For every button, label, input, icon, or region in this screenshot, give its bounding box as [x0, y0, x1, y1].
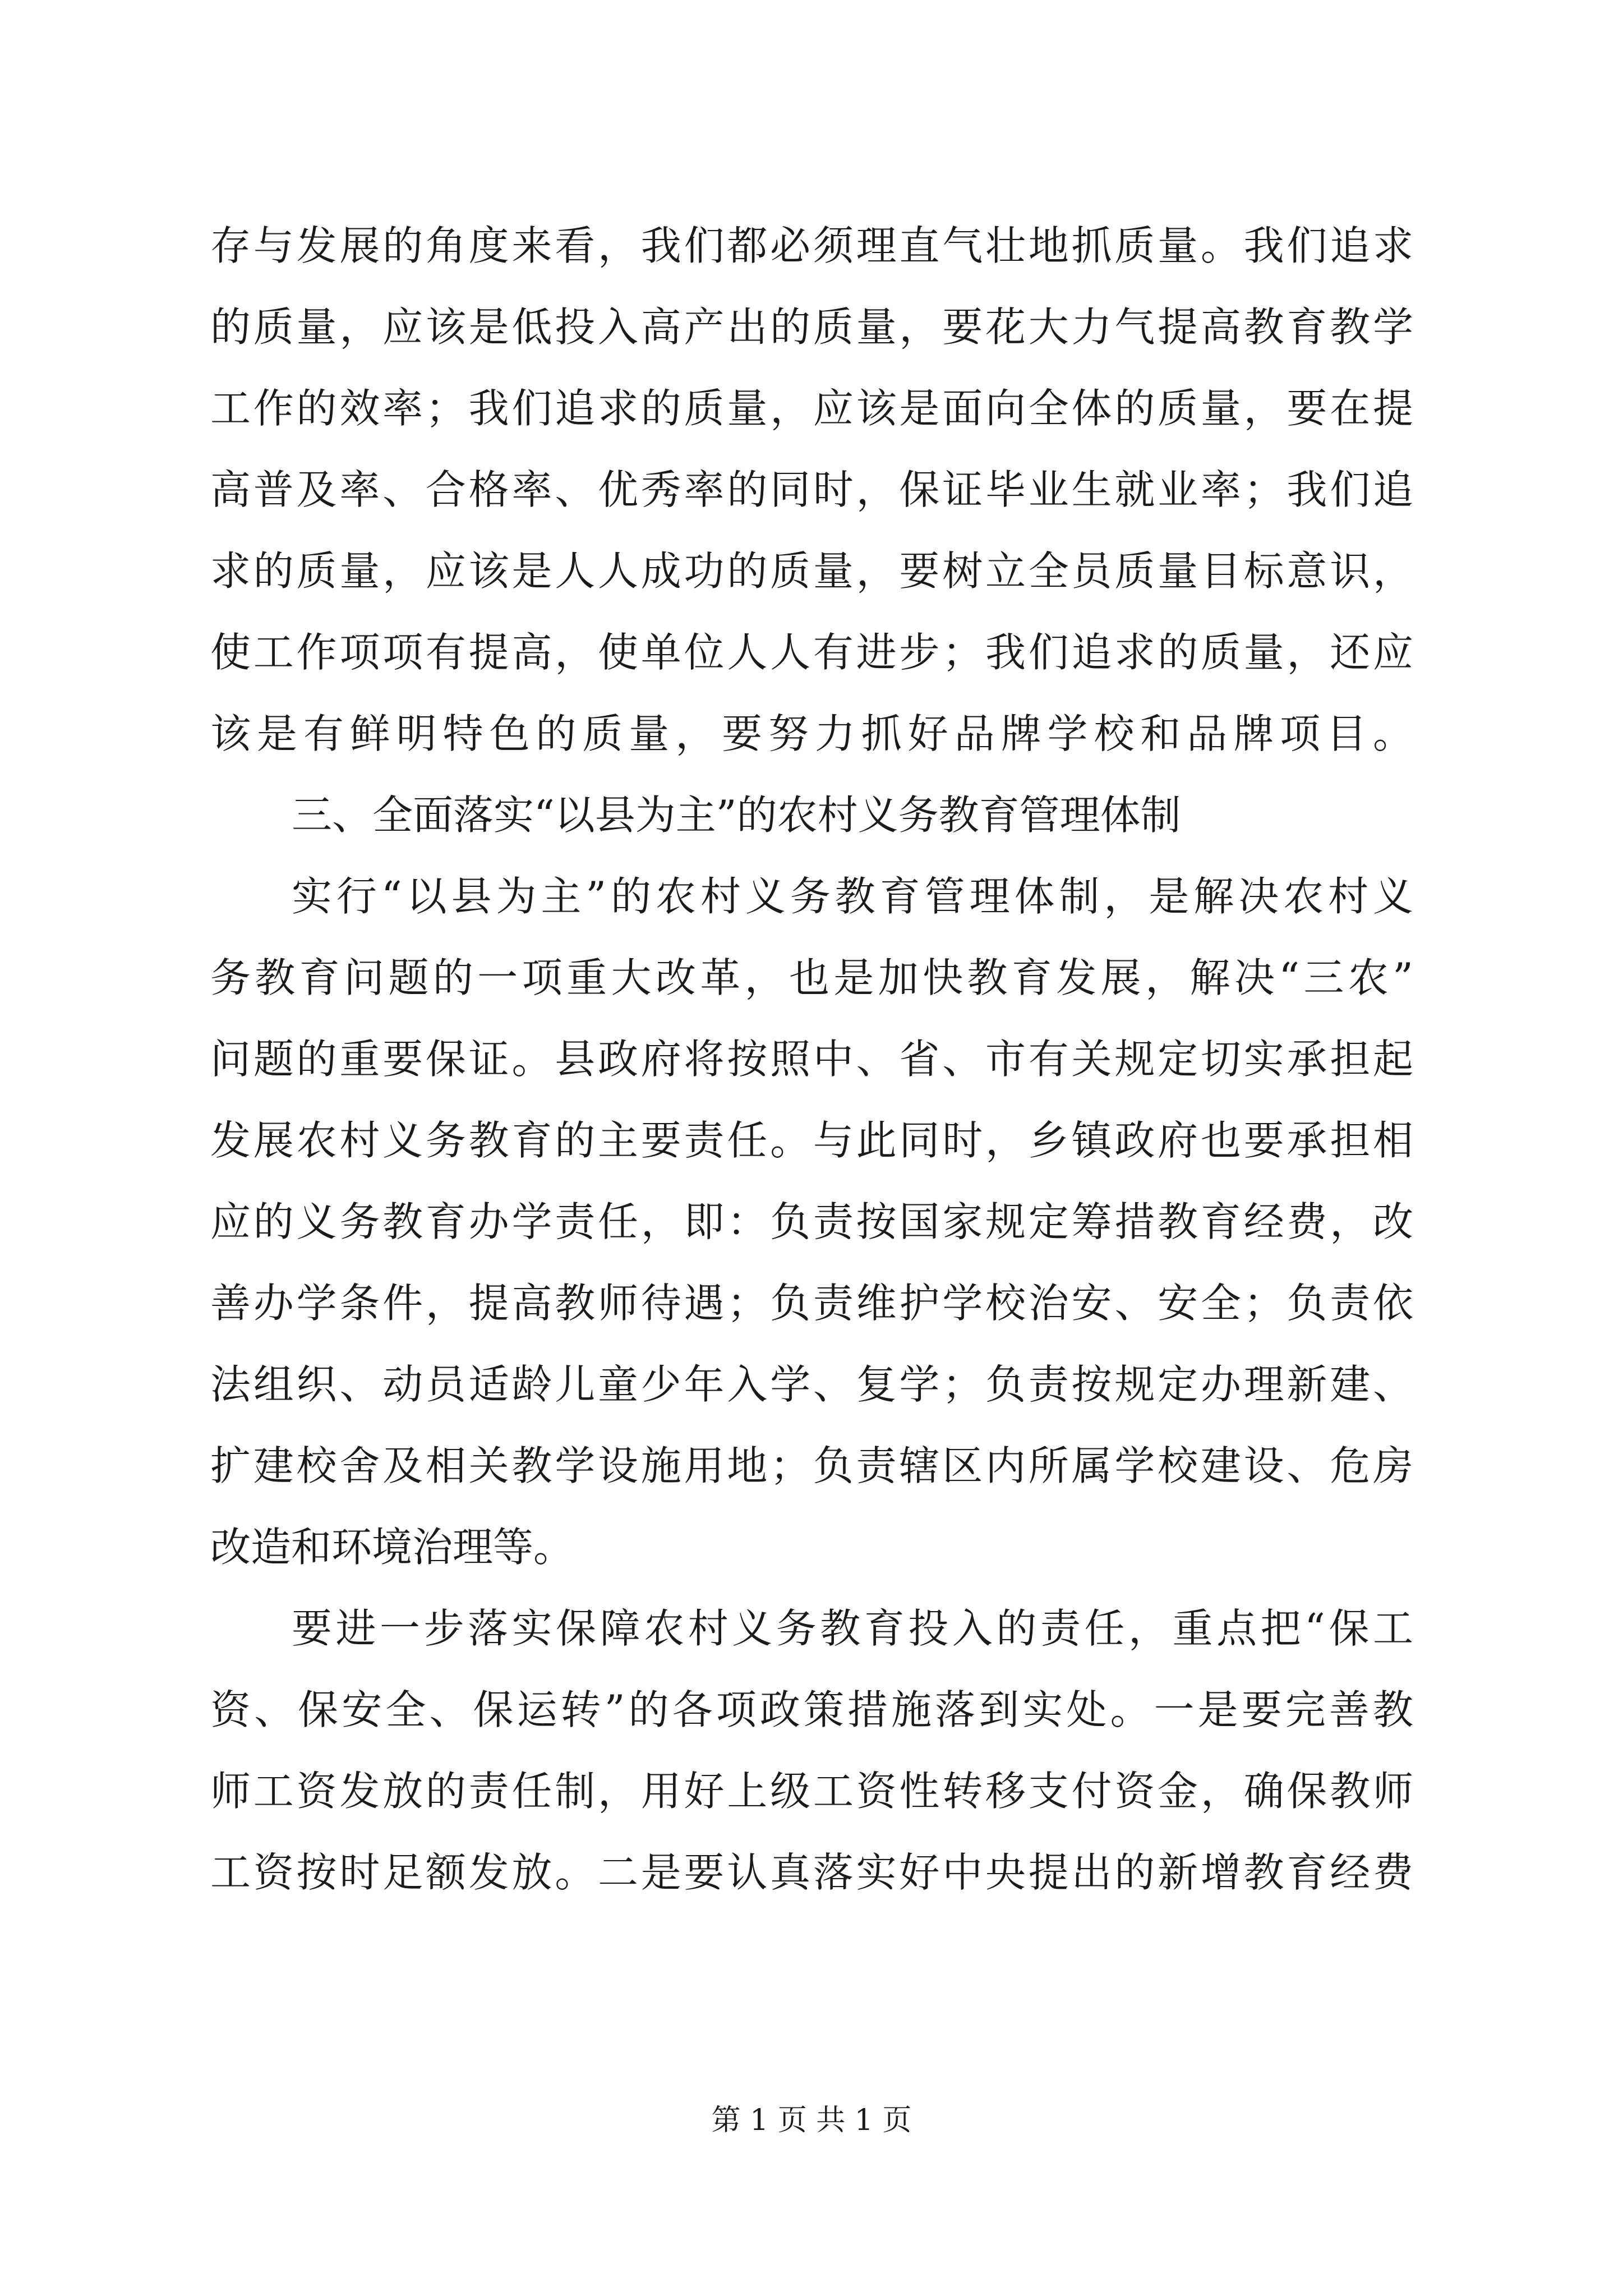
body-line-text: 资、保安全、保运转”的各项政策措施落到实处。一是要完善教	[210, 1686, 1417, 1733]
body-line-text: 要进一步落实保障农村义务教育投入的责任，重点把“保工	[292, 1605, 1417, 1652]
body-line	[0, 1437, 1623, 1495]
body-line	[0, 461, 1623, 519]
body-line	[0, 542, 1623, 600]
section-heading-text: 三、全面落实“以县为主”的农村义务教育管理体制	[292, 792, 1181, 839]
body-line	[0, 1193, 1623, 1251]
body-line	[0, 1274, 1623, 1332]
body-line-text: 务教育问题的一项重大改革，也是加快教育发展，解决“三农”	[210, 954, 1418, 1001]
body-line	[0, 217, 1623, 275]
page-number-label: 第 1 页 共 1 页	[711, 2104, 912, 2137]
body-line-text: 高普及率、合格率、优秀率的同时，保证毕业生就业率；我们追	[210, 466, 1416, 513]
body-line-text: 法组织、动员适龄儿童少年入学、复学；负责按规定办理新建、	[210, 1361, 1416, 1408]
body-line	[0, 867, 1623, 926]
body-line	[0, 705, 1623, 763]
body-line-text: 使工作项项有提高，使单位人人有进步；我们追求的质量，还应	[210, 629, 1416, 676]
body-line-text: 发展农村义务教育的主要责任。与此同时，乡镇政府也要承担相	[210, 1117, 1416, 1164]
body-line	[0, 379, 1623, 438]
body-line	[0, 1681, 1623, 1739]
body-line-text: 求的质量，应该是人人成功的质量，要树立全员质量目标意识，	[210, 547, 1416, 595]
body-line	[0, 1843, 1623, 1902]
body-line-text: 存与发展的角度来看，我们都必须理直气壮地抓质量。我们追求	[210, 222, 1416, 269]
body-line-text: 实行“以县为主”的农村义务教育管理体制，是解决农村义	[292, 873, 1418, 920]
body-line	[0, 298, 1623, 356]
body-line-text: 工作的效率；我们追求的质量，应该是面向全体的质量，要在提	[210, 385, 1416, 432]
body-line-text: 善办学条件，提高教师待遇；负责维护学校治安、安全；负责依	[210, 1280, 1416, 1327]
body-line	[0, 1111, 1623, 1170]
body-line	[0, 1762, 1623, 1820]
body-line	[0, 949, 1623, 1007]
body-line	[0, 1355, 1623, 1414]
body-line	[0, 1030, 1623, 1088]
section-heading	[0, 786, 1623, 844]
body-line-text: 问题的重要保证。县政府将按照中、省、市有关规定切实承担起	[210, 1036, 1416, 1083]
body-line-text: 该是有鲜明特色的质量，要努力抓好品牌学校和品牌项目。	[210, 710, 1419, 757]
body-line-text: 的质量，应该是低投入高产出的质量，要花大力气提高教育教学	[210, 303, 1416, 351]
body-line	[0, 1518, 1623, 1576]
page-footer	[0, 2104, 1623, 2137]
body-line-text: 改造和环境治理等。	[210, 1524, 574, 1571]
body-line-text: 工资按时足额发放。二是要认真落实好中央提出的新增教育经费	[210, 1849, 1416, 1896]
body-line-text: 应的义务教育办学责任，即：负责按国家规定筹措教育经费，改	[210, 1198, 1416, 1245]
body-line	[0, 1599, 1623, 1658]
body-line	[0, 623, 1623, 682]
body-line-text: 师工资发放的责任制，用好上级工资性转移支付资金，确保教师	[210, 1768, 1416, 1815]
body-line-text: 扩建校舍及相关教学设施用地；负责辖区内所属学校建设、危房	[210, 1442, 1416, 1489]
